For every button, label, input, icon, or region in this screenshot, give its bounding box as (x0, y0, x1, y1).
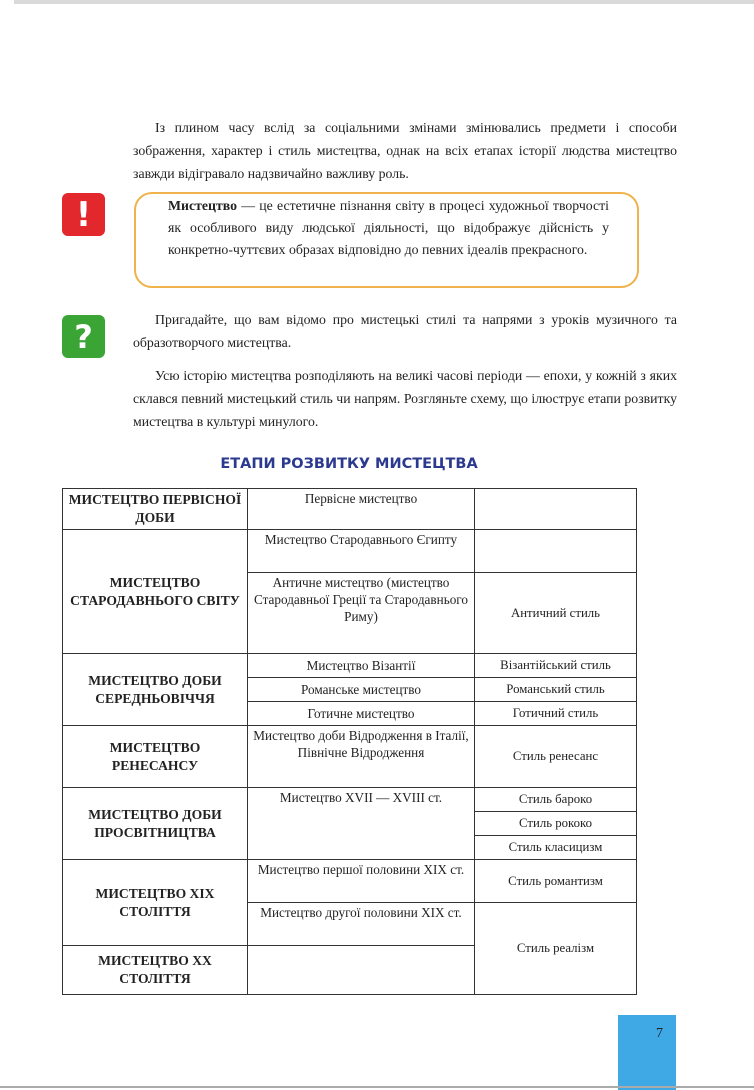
style-renaissance: Стиль ренесанс (475, 726, 637, 788)
style-byzantine: Візантійський стиль (475, 654, 637, 678)
era-renaissance: МИСТЕЦТВО РЕНЕСАНСУ (63, 726, 248, 788)
art-romanesque: Романське мистецтво (248, 678, 475, 702)
definition-text (168, 195, 609, 261)
art-20th-empty (248, 946, 475, 995)
definition-body: — це естетичне пізнання світу в процесі художньої творчості як особливого виду людської діяльності, що відображує дійсність у конкретно-чуттєвих образах відповідно до певних ідеалів прекрасного. (168, 198, 609, 257)
question-paragraph: Пригадайте, що вам відомо про мистецькі стилі та напрями з уроків музичного та образотворчого мистецтва. (133, 312, 677, 350)
art-enlightenment: Мистецтво XVII — XVIII ст. (248, 788, 475, 860)
style-antique: Античний стиль (475, 573, 637, 654)
art-egypt: Мистецтво Стародавнього Єгипту (248, 530, 475, 573)
page-number-tab (618, 1015, 676, 1090)
definition-term: Мистецтво (168, 198, 237, 213)
era-20th-century: МИСТЕЦТВО XX СТОЛІТТЯ (63, 946, 248, 995)
question-icon: ? (62, 315, 105, 358)
top-edge-bar (14, 0, 754, 4)
style-empty (475, 530, 637, 573)
art-antique: Античне мистецтво (мистецтво Стародавньої Греції та Стародавнього Риму) (248, 573, 475, 654)
era-enlightenment: МИСТЕЦТВО ДОБИ ПРОСВІТНИЦТВА (63, 788, 248, 860)
art-19th-first-half: Мистецтво першої половини XIX ст. (248, 860, 475, 903)
era-medieval: МИСТЕЦТВО ДОБИ СЕРЕДНЬОВІЧЧЯ (63, 654, 248, 726)
art-primitive: Первісне мистецтво (248, 489, 475, 530)
art-gothic: Готичне мистецтво (248, 702, 475, 726)
bottom-edge-line (0, 1086, 754, 1088)
style-romanticism: Стиль романтизм (475, 860, 637, 903)
style-classicism: Стиль класицизм (475, 836, 637, 860)
era-19th-century: МИСТЕЦТВО XIX СТОЛІТТЯ (63, 860, 248, 946)
era-ancient: МИСТЕЦТВО СТАРОДАВНЬОГО СВІТУ (63, 530, 248, 654)
art-byzantine: Мистецтво Візантії (248, 654, 475, 678)
table-title: ЕТАПИ РОЗВИТКУ МИСТЕЦТВА (220, 456, 478, 472)
style-gothic: Готичний стиль (475, 702, 637, 726)
art-19th-second-half: Мистецтво другої половини XIX ст. (248, 903, 475, 946)
era-primitive: МИСТЕЦТВО ПЕРВІСНОЇ ДОБИ (63, 489, 248, 530)
intro-paragraph: Із плином часу вслід за соціальними змінами змінювались предмети і способи зображення, характер і стиль мистецтва, однак на всіх етапах історії людства мистецтво завжди відігравало надзвичайно важливу роль. (133, 120, 677, 181)
art-renaissance: Мистецтво доби Відродження в Італії, Північне Відродження (248, 726, 475, 788)
style-baroque: Стиль бароко (475, 788, 637, 812)
page-number: 7 (656, 1026, 663, 1041)
style-rococo: Стиль рококо (475, 812, 637, 836)
exclamation-icon: ! (62, 193, 105, 236)
style-romanesque: Романський стиль (475, 678, 637, 702)
style-realism: Стиль реалізм (475, 903, 637, 995)
scheme-paragraph: Усю історію мистецтва розподіляють на великі часові періоди — епохи, у кожній з яких склався певний мистецький стиль чи напрям. Розгляньте схему, що ілюструє етапи розвитку мистецтва в культурі минулого. (133, 368, 677, 429)
art-stages-table (62, 488, 637, 995)
style-empty (475, 489, 637, 530)
